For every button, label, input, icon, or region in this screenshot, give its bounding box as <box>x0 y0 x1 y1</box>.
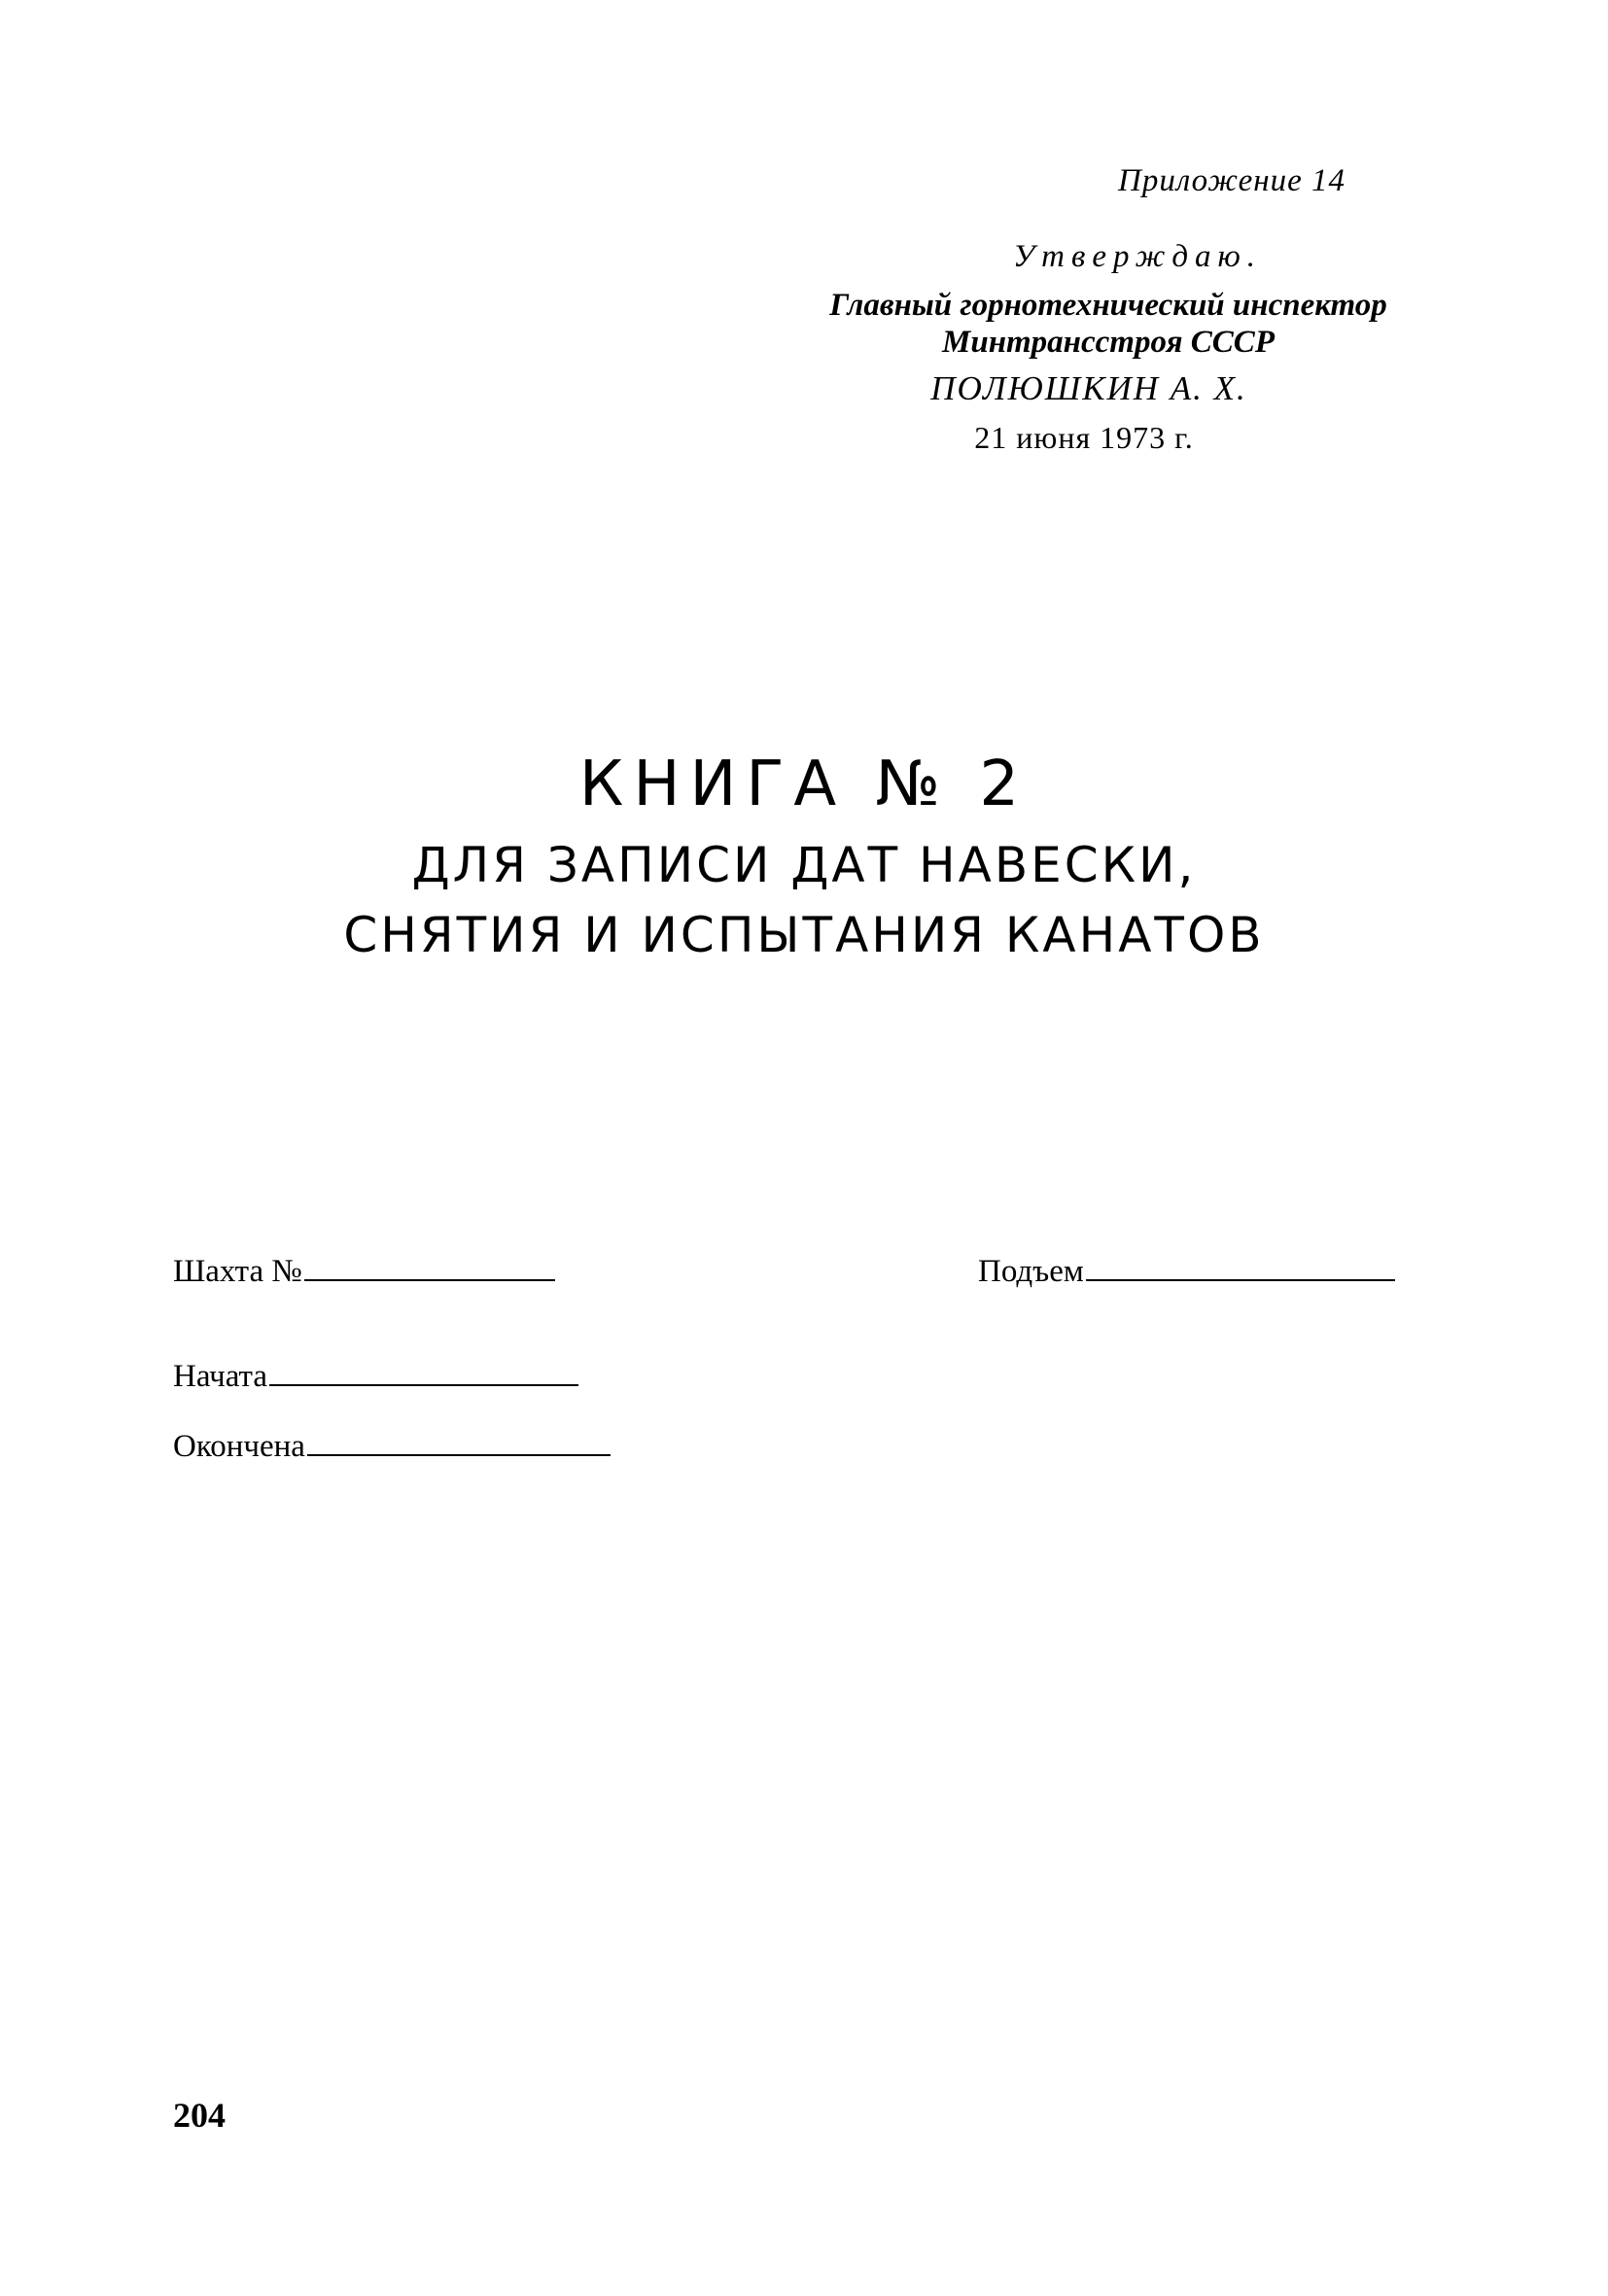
shaft-number-line <box>304 1278 555 1281</box>
book-subtitle-line2: СНЯТИЯ И ИСПЫТАНИЯ КАНАТОВ <box>343 907 1265 963</box>
shaft-number-label: Шахта № <box>173 1254 302 1289</box>
finished-field <box>173 1429 611 1465</box>
approval-date: 21 июня 1973 г. <box>974 420 1194 455</box>
appendix-label: Приложение 14 <box>1118 163 1346 198</box>
approver-name: ПОЛЮШКИН А. Х. <box>930 369 1247 407</box>
page-number: 204 <box>173 2096 226 2135</box>
approval-word: Утверждаю. <box>1012 239 1263 274</box>
approval-block <box>758 238 1458 456</box>
book-title: КНИГА № 2 <box>578 748 1030 820</box>
started-field <box>173 1359 578 1395</box>
hoist-line <box>1086 1278 1395 1281</box>
approver-position-line1: Главный горнотехнический инспектор <box>829 288 1387 323</box>
started-label: Начата <box>173 1359 268 1394</box>
finished-label: Окончена <box>173 1429 305 1464</box>
title-block <box>0 748 1608 970</box>
book-subtitle-line1: ДЛЯ ЗАПИСИ ДАТ НАВЕСКИ, <box>411 837 1197 893</box>
shaft-number-field <box>173 1254 555 1290</box>
hoist-field <box>978 1254 1395 1290</box>
finished-line <box>307 1453 611 1456</box>
approver-position-line2: Минтрансстроя СССР <box>942 325 1275 360</box>
started-line <box>269 1383 578 1386</box>
hoist-label: Подъем <box>978 1254 1084 1289</box>
